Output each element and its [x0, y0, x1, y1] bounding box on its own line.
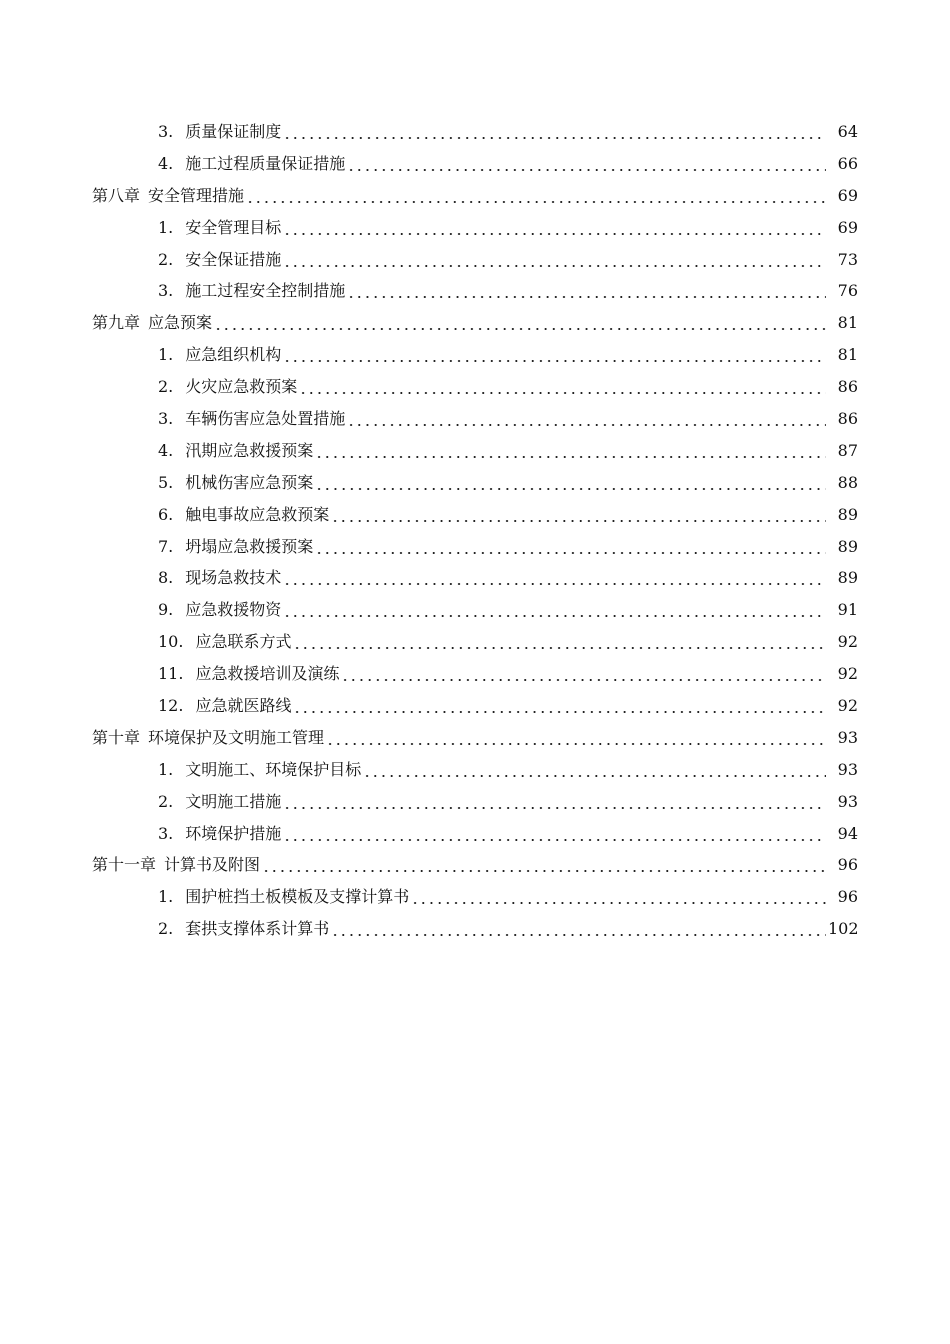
- toc-entry-number: 3.: [158, 823, 174, 843]
- toc-entry-page: 88: [837, 472, 858, 492]
- toc-entry-title: 应急组织机构: [185, 345, 282, 365]
- toc-dot-leader: [283, 218, 826, 238]
- toc-entry-title: 质量保证制度: [185, 121, 282, 141]
- toc-entry-title: 文明施工、环境保护目标: [185, 759, 362, 779]
- toc-entry-page: 87: [837, 440, 858, 460]
- toc-entry-page: 92: [837, 632, 858, 652]
- toc-entry-title: 坍塌应急救援预案: [185, 536, 314, 556]
- toc-entry-number: 8.: [158, 568, 174, 588]
- toc-entry-page: 86: [837, 408, 858, 428]
- toc-entry[interactable]: [0, 562, 950, 594]
- toc-dot-leader: [283, 250, 826, 270]
- toc-entry[interactable]: [0, 658, 950, 690]
- toc-entry-title: 安全保证措施: [185, 249, 282, 269]
- toc-dot-leader: [411, 887, 826, 907]
- toc-dot-leader: [283, 600, 826, 620]
- toc-entry-title: 施工过程质量保证措施: [185, 153, 346, 173]
- toc-dot-leader: [299, 377, 826, 397]
- toc-entry-number: 2.: [158, 919, 174, 939]
- toc-entry-title: 现场急救技术: [185, 568, 282, 588]
- toc-entry-title: 应急救援培训及演练: [195, 664, 340, 684]
- toc-entry-title: 施工过程安全控制措施: [185, 281, 346, 301]
- toc-entry-page: 81: [837, 345, 858, 365]
- toc-entry-page: 92: [837, 664, 858, 684]
- toc-entry-title: 应急救援物资: [185, 600, 282, 620]
- toc-entry[interactable]: [0, 467, 950, 499]
- toc-entry-number: 7.: [158, 536, 174, 556]
- toc-chapter-title: 环境保护及文明施工管理: [148, 727, 325, 747]
- table-of-contents: [0, 116, 950, 945]
- toc-entry[interactable]: [0, 499, 950, 531]
- toc-entry-number: 10.: [158, 632, 184, 652]
- toc-entry-page: 102: [828, 919, 859, 939]
- toc-dot-leader: [262, 855, 826, 875]
- toc-dot-leader: [214, 313, 826, 333]
- toc-entry-page: 64: [837, 121, 858, 141]
- toc-entry-number: 4.: [158, 440, 174, 460]
- toc-entry-page: 69: [837, 217, 858, 237]
- toc-entry-page: 66: [837, 153, 858, 173]
- toc-dot-leader: [315, 473, 826, 493]
- toc-entry-number: 4.: [158, 153, 174, 173]
- toc-chapter-entry[interactable]: [0, 722, 950, 754]
- toc-entry-number: 2.: [158, 791, 174, 811]
- toc-entry-page: 76: [837, 281, 858, 301]
- toc-dot-leader: [283, 792, 826, 812]
- toc-entry-page: 89: [837, 568, 858, 588]
- toc-entry-page: 93: [837, 791, 858, 811]
- toc-dot-leader: [283, 122, 826, 142]
- toc-entry-page: 92: [837, 695, 858, 715]
- toc-entry-number: 2.: [158, 249, 174, 269]
- toc-entry-title: 触电事故应急救预案: [185, 504, 330, 524]
- toc-entry-page: 96: [837, 855, 858, 875]
- toc-entry-number: 3.: [158, 121, 174, 141]
- toc-entry[interactable]: [0, 116, 950, 148]
- toc-entry[interactable]: [0, 818, 950, 850]
- toc-entry[interactable]: [0, 786, 950, 818]
- toc-dot-leader: [331, 919, 826, 939]
- toc-dot-leader: [246, 186, 826, 206]
- toc-dot-leader: [315, 441, 826, 461]
- toc-entry-page: 91: [837, 600, 858, 620]
- toc-chapter-number: 第十一章: [92, 855, 157, 875]
- toc-entry-title: 车辆伤害应急处置措施: [185, 408, 346, 428]
- toc-dot-leader: [283, 824, 826, 844]
- toc-entry-number: 1.: [158, 759, 174, 779]
- toc-dot-leader: [347, 409, 826, 429]
- toc-entry-number: 6.: [158, 504, 174, 524]
- toc-dot-leader: [341, 664, 826, 684]
- toc-entry-title: 火灾应急救预案: [185, 377, 298, 397]
- toc-dot-leader: [315, 537, 826, 557]
- toc-entry-title: 安全管理目标: [185, 217, 282, 237]
- toc-entry[interactable]: [0, 435, 950, 467]
- toc-entry[interactable]: [0, 626, 950, 658]
- toc-dot-leader: [331, 505, 826, 525]
- toc-entry-title: 汛期应急救援预案: [185, 440, 314, 460]
- toc-entry-number: 1.: [158, 887, 174, 907]
- toc-dot-leader: [363, 760, 826, 780]
- toc-entry-number: 2.: [158, 377, 174, 397]
- toc-entry[interactable]: [0, 403, 950, 435]
- toc-entry[interactable]: [0, 148, 950, 180]
- toc-entry-page: 94: [837, 823, 858, 843]
- toc-entry-number: 5.: [158, 472, 174, 492]
- toc-entry-title: 机械伤害应急预案: [185, 472, 314, 492]
- toc-entry[interactable]: [0, 594, 950, 626]
- toc-dot-leader: [326, 728, 826, 748]
- toc-entry[interactable]: [0, 339, 950, 371]
- toc-entry-number: 1.: [158, 345, 174, 365]
- toc-entry-page: 69: [837, 185, 858, 205]
- toc-entry-page: 96: [837, 887, 858, 907]
- toc-entry[interactable]: [0, 690, 950, 722]
- toc-dot-leader: [283, 345, 826, 365]
- toc-entry-title: 文明施工措施: [185, 791, 282, 811]
- toc-entry-page: 93: [837, 727, 858, 747]
- toc-entry[interactable]: [0, 371, 950, 403]
- toc-chapter-number: 第八章: [92, 185, 141, 205]
- toc-entry[interactable]: [0, 881, 950, 913]
- toc-chapter-entry[interactable]: [0, 307, 950, 339]
- toc-entry-number: 3.: [158, 408, 174, 428]
- toc-entry-page: 86: [837, 377, 858, 397]
- toc-dot-leader: [347, 154, 826, 174]
- toc-entry-number: 9.: [158, 600, 174, 620]
- toc-entry-page: 73: [837, 249, 858, 269]
- toc-entry-title: 应急就医路线: [195, 695, 292, 715]
- toc-entry[interactable]: [0, 913, 950, 945]
- toc-chapter-entry[interactable]: [0, 849, 950, 881]
- toc-dot-leader: [293, 696, 826, 716]
- toc-chapter-number: 第十章: [92, 727, 141, 747]
- toc-chapter-title: 计算书及附图: [164, 855, 261, 875]
- toc-entry[interactable]: [0, 275, 950, 307]
- toc-chapter-title: 应急预案: [148, 313, 213, 333]
- toc-entry-title: 套拱支撑体系计算书: [185, 919, 330, 939]
- toc-entry-title: 环境保护措施: [185, 823, 282, 843]
- toc-entry-title: 围护桩挡土板模板及支撑计算书: [185, 887, 410, 907]
- toc-entry-number: 1.: [158, 217, 174, 237]
- toc-entry[interactable]: [0, 754, 950, 786]
- toc-chapter-entry[interactable]: [0, 180, 950, 212]
- toc-chapter-number: 第九章: [92, 313, 141, 333]
- toc-chapter-title: 安全管理措施: [148, 185, 245, 205]
- toc-dot-leader: [293, 632, 826, 652]
- toc-dot-leader: [347, 281, 826, 301]
- toc-entry-number: 12.: [158, 695, 184, 715]
- toc-entry-page: 93: [837, 759, 858, 779]
- toc-dot-leader: [283, 568, 826, 588]
- toc-entry[interactable]: [0, 531, 950, 563]
- toc-entry-page: 89: [837, 504, 858, 524]
- toc-entry[interactable]: [0, 244, 950, 276]
- toc-entry-page: 81: [837, 313, 858, 333]
- toc-entry-number: 11.: [158, 664, 184, 684]
- toc-entry[interactable]: [0, 212, 950, 244]
- toc-entry-number: 3.: [158, 281, 174, 301]
- toc-entry-page: 89: [837, 536, 858, 556]
- toc-entry-title: 应急联系方式: [195, 632, 292, 652]
